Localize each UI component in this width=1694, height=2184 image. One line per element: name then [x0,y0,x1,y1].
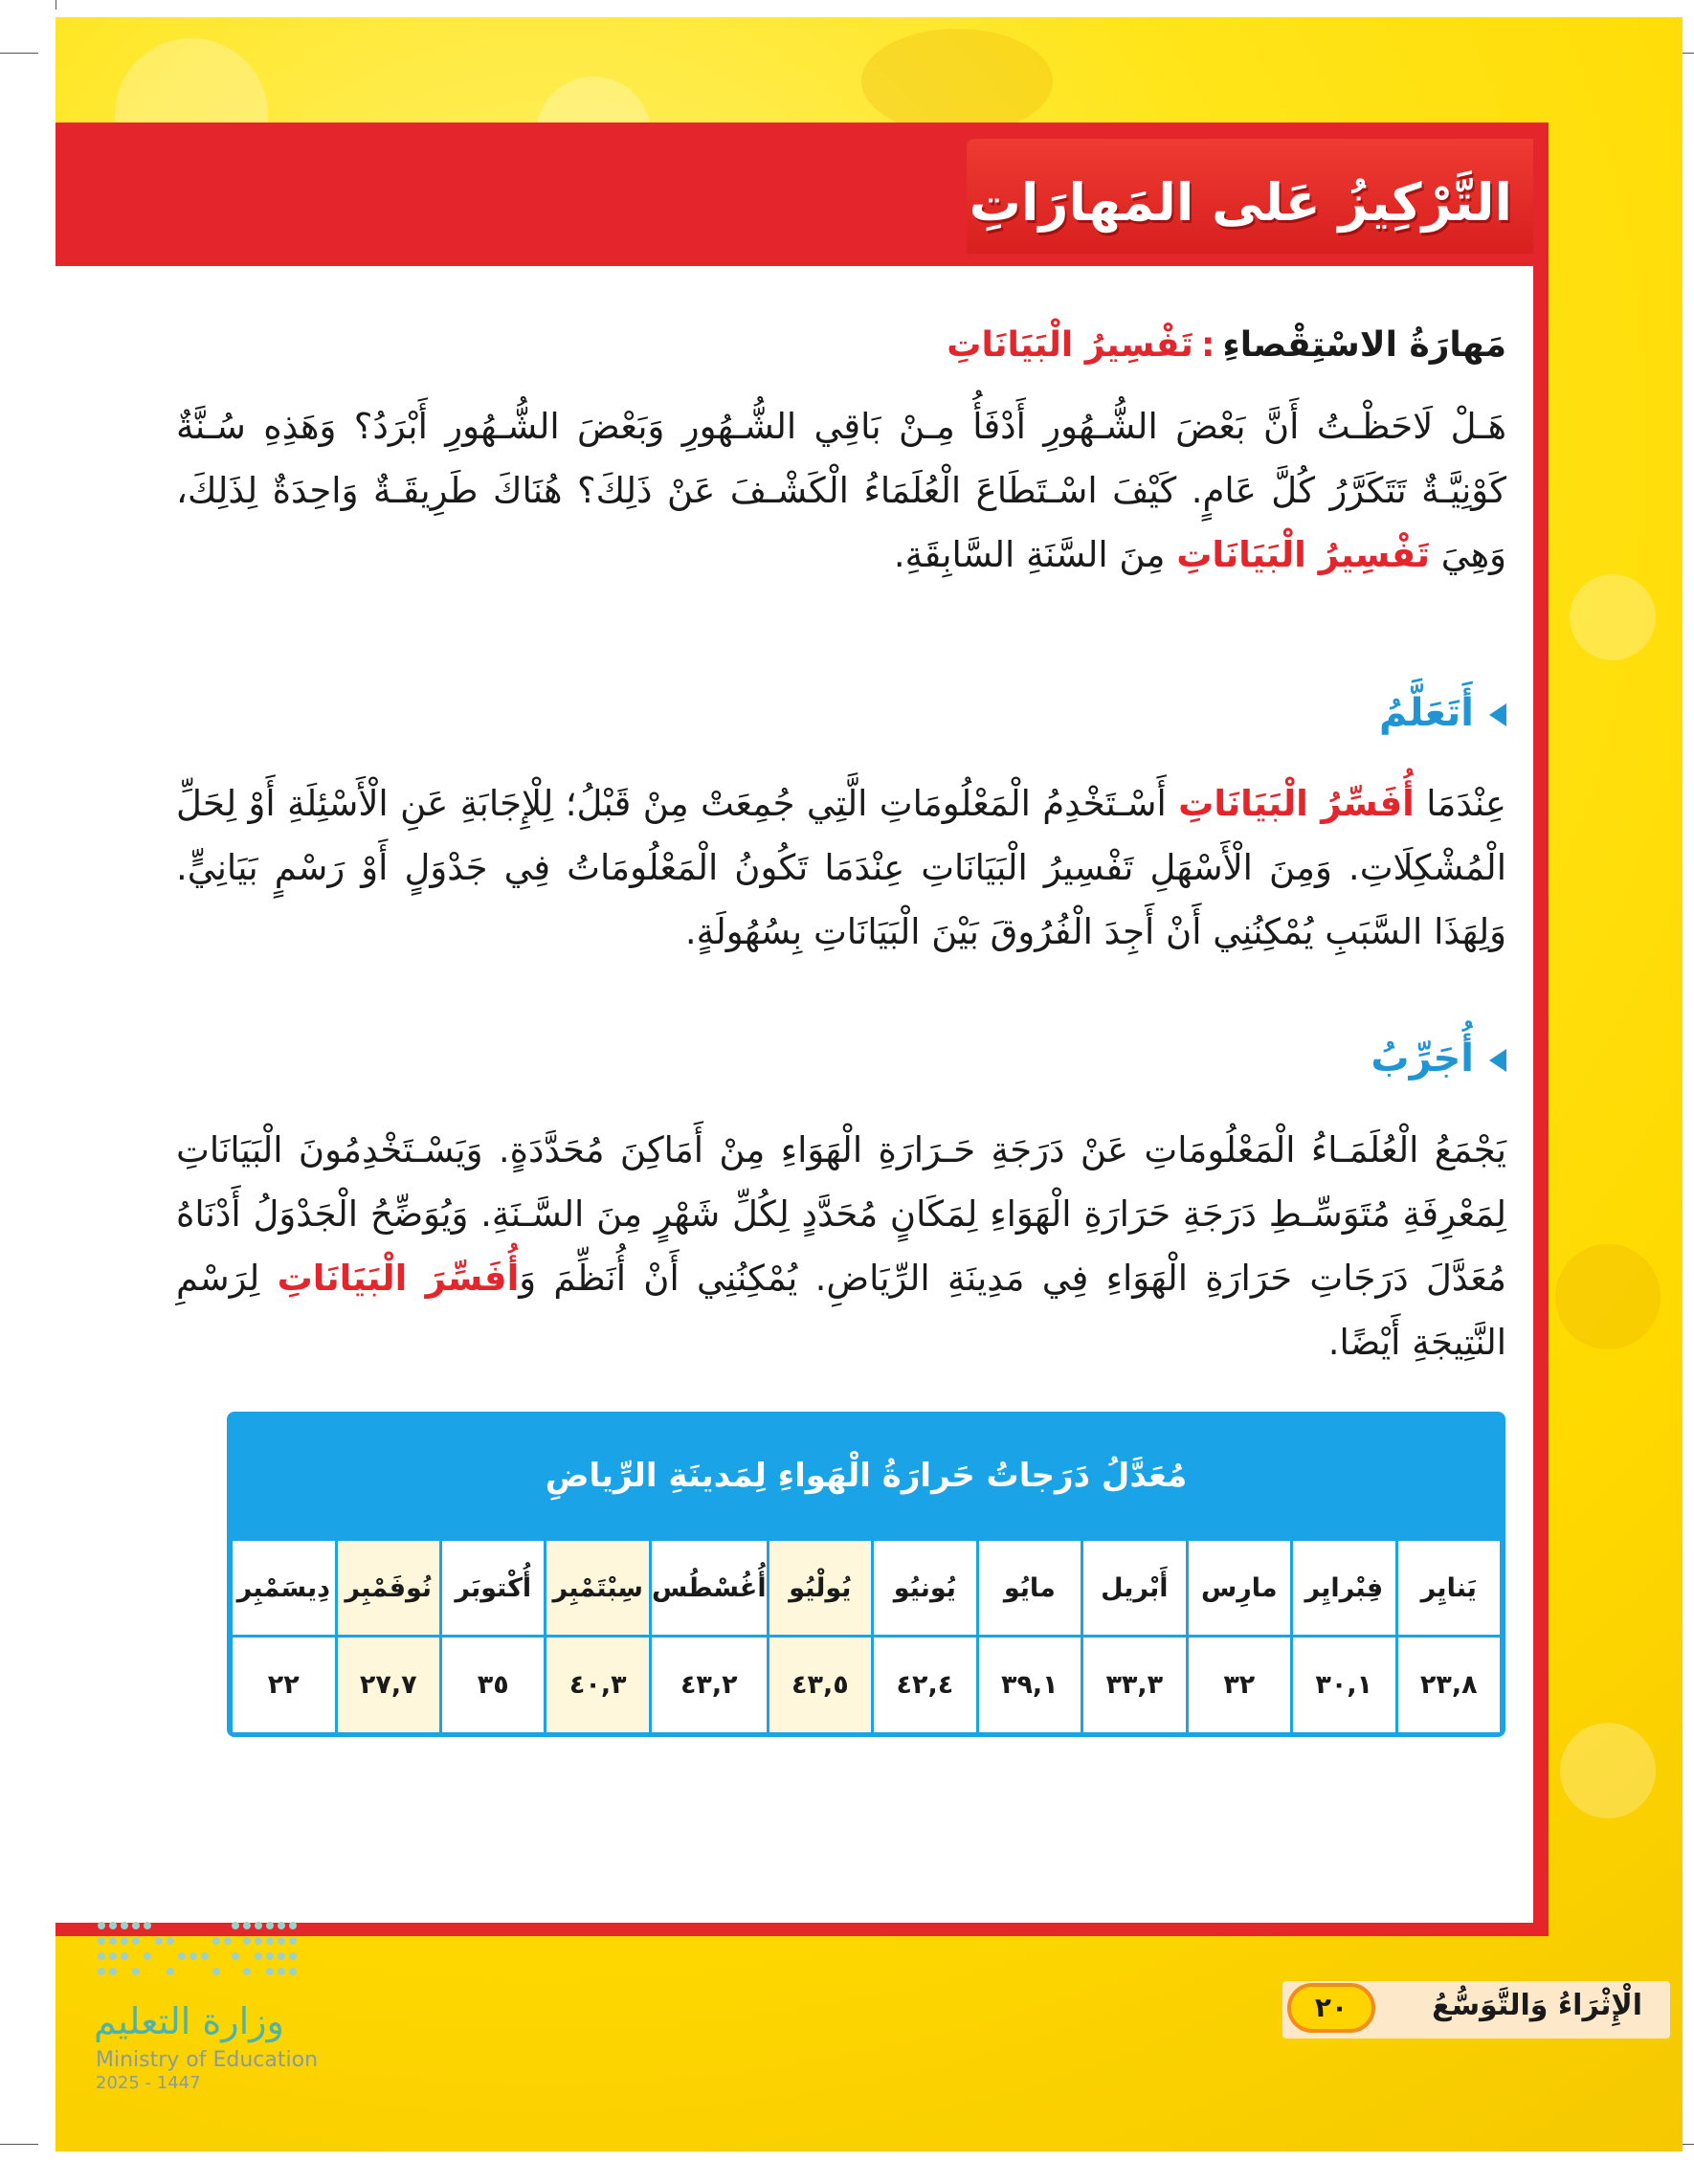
month-header: دِيسَمْبِر [233,1541,334,1635]
ministry-name-english: Ministry of Education [96,2048,319,2072]
month-header: نُوفَمْبِر [338,1541,439,1635]
decorative-shape [1560,1723,1656,1818]
try-text: يَجْمَعُ الْعُلَمَـاءُ الْمَعْلُومَاتِ عَنْ دَرَجَةِ حَـرَارَةِ الْهَوَاءِ مِنْ أَمَاكِنَ مُحَدَّدَةٍ. وَيَسْـتَخْدِمُونَ الْبَيَانَاتِ لِمَعْرِفَةِ مُتَوَسِّـطِ دَرَجَةِ حَرَارَةِ الْهَوَاءِ لِمَكَانٍ مُحَدَّدٍ لِكُلِّ شَهْرٍ مِنَ السَّـنَةِ. وَيُوَضِّحُ الْجَدْوَلُ أَدْنَاهُ مُعَدَّلَ دَرَجَاتِ حَرَارَةِ الْهَوَاءِ فِي مَدِينَةِ الرِّيَاضِ. يُمْكِنُنِي أَنْ أُنَظِّمَ وَ [176,1129,1506,1299]
temperature-value: ٤٣,٢ [652,1638,767,1732]
intro-text: هَـلْ لَاحَظْـتُ أَنَّ بَعْضَ الشُّـهُورِ أَدْفَأُ مِـنْ بَاقِي الشُّـهُورِ وَبَعْضَ الشُّـهُورِ أَبْرَدُ؟ وَهَذِهِ سُـنَّةٌ كَوْنِيَّـةٌ تَتَكَرَّرُ كُلَّ عَامٍ. كَيْفَ اسْـتَطَاعَ الْعُلَمَاءُ الْكَشْـفَ عَنْ ذَلِكَ؟ هُنَاكَ طَرِيقَـةٌ وَاحِدَةٌ لِذَلِكَ، وَهِيَ [176,406,1506,575]
learn-text-start: عِنْدَمَا [1426,783,1506,824]
learn-heading [1379,691,1506,735]
decorative-shape [1570,574,1656,660]
decorative-shape [1555,1244,1661,1349]
try-heading [1371,1036,1506,1081]
month-header: أَبْريل [1083,1541,1185,1635]
triangle-bullet-icon [1489,703,1506,726]
temperature-value: ٤٠,٣ [546,1638,648,1732]
crop-mark [0,53,38,54]
ministry-year: 2025 - 1447 [96,2073,201,2093]
ministry-name-arabic: وزارة التعليم [94,2000,284,2042]
month-header: مارِس [1189,1541,1290,1635]
temperature-value: ٣٠,١ [1293,1638,1394,1732]
month-header: أُكْتوبَر [442,1541,544,1635]
try-text-end: لِرَسْمِ النَّتِيجَةِ أَيْضًا. [176,1258,1506,1363]
learn-heading-text: أَتَعَلَّمُ [1378,691,1474,735]
intro-paragraph [176,394,1506,587]
try-highlight: أُفَسِّرَ الْبَيَانَاتِ [277,1258,520,1299]
try-heading-text: أُجَرِّبُ [1371,1036,1474,1081]
skill-label: مَهارَةُ الاسْتِقْصاءِ [1222,325,1506,365]
month-header: أُغُسْطُس [652,1541,767,1635]
temperature-value: ٣٥ [442,1638,544,1732]
intro-text-end: مِنَ السَّنَةِ السَّابِقَةِ. [893,534,1166,575]
month-header: سِبْتَمْبِر [546,1541,648,1635]
temperature-value: ٣٩,١ [979,1638,1081,1732]
triangle-bullet-icon [1489,1049,1506,1072]
month-header: يُولْيُو [769,1541,871,1635]
temperature-value: ٢٧,٧ [338,1638,439,1732]
month-header: فِبْرايِر [1293,1541,1394,1635]
skill-name: تَفْسِيرُ الْبَيَانَاتِ [947,325,1193,365]
page-title: التَّرْكِيزُ عَلى المَهارَاتِ [969,172,1512,233]
intro-highlight: تَفْسِيرُ الْبَيَانَاتِ [1176,534,1431,575]
table-title: مُعَدَّلُ دَرَجاتُ حَرارَةُ الْهَواءِ لِمَدينَةِ الرِّياضِ [545,1457,1188,1495]
skill-line [947,325,1506,365]
month-header: يَنايِر [1398,1541,1500,1635]
decorative-shape [861,29,1053,134]
learn-highlight: أُفَسِّرُ الْبَيَانَاتِ [1178,783,1415,824]
learn-paragraph [176,771,1506,964]
temperature-value: ٣٣,٣ [1083,1638,1185,1732]
page-number: ٢٠ [1287,1983,1375,2033]
crop-mark [0,2144,38,2145]
learn-text: أَسْـتَخْدِمُ الْمَعْلُومَاتِ الَّتِي جُمِعَتْ مِنْ قَبْلُ؛ لِلْإِجَابَةِ عَنِ الْأَسْئِلَةِ أَوْ لِحَلِّ الْمُشْكِلَاتِ. وَمِنَ الْأَسْهَلِ تَفْسِيرُ الْبَيَانَاتِ عِنْدَمَا تَكُونُ الْمَعْلُومَاتُ فِي جَدْوَلٍ أَوْ رَسْمٍ بَيَانِيٍّ. وَلِهَذَا السَّبَبِ يُمْكِنُنِي أَنْ أَجِدَ الْفُرُوقَ بَيْنَ الْبَيَانَاتِ بِسُهُولَةٍ. [176,783,1506,952]
temperature-value: ٣٢ [1189,1638,1290,1732]
temperature-value: ٤٣,٥ [769,1638,871,1732]
temperature-value: ٤٢,٤ [874,1638,975,1732]
footer-section-label: الْإِثْرَاءُ وَالتَّوَسُّعُ [1432,1989,1642,2022]
temperature-table [227,1412,1505,1737]
skill-colon: : [1200,325,1215,365]
month-header: يُونيُو [874,1541,975,1635]
temperature-value: ٢٢ [233,1638,334,1732]
ministry-logo-icon [92,1914,302,1991]
try-paragraph [176,1118,1506,1374]
month-header: مايُو [979,1541,1081,1635]
table-grid [233,1541,1500,1729]
temperature-value: ٢٣,٨ [1398,1638,1500,1732]
